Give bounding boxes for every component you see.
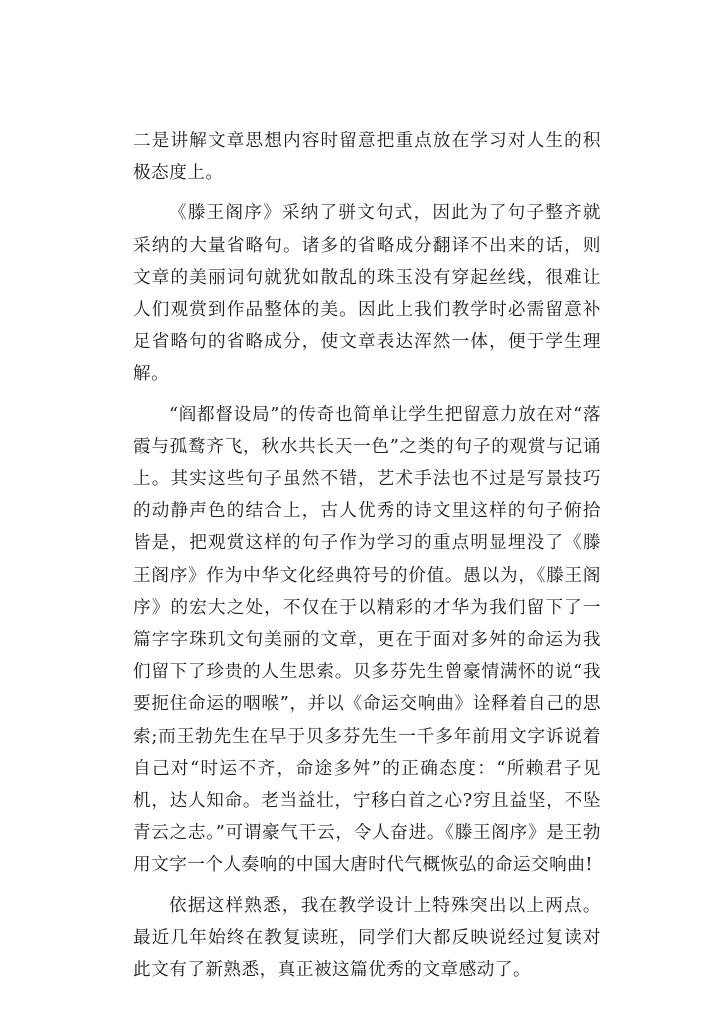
paragraph-4: 依据这样熟悉，我在教学设计上特殊突出以上两点。最近几年始终在教复读班，同学们大都反映说经过复读对此文有了新熟悉，真正被这篇优秀的文章感动了。 xyxy=(133,895,601,981)
document-body xyxy=(133,125,601,986)
paragraph-3: “阎都督设局”的传奇也简单让学生把留意力放在对“落霞与孤鹜齐飞，秋水共长天一色”之类的句子的观赏与记诵上。其实这些句子虽然不错，艺术手法也不过是写景技巧的动静声色的结合上，古人优秀的诗文里这样的句子俯拾皆是，把观赏这样的句子作为学习的重点明显埋没了《滕王阁序》作为中华文化经典符号的价值。愚以为，《滕王阁序》的宏大之处，不仅在于以精彩的才华为我们留下了一篇字字珠玑文句美丽的文章，更在于面对多舛的命运为我们留下了珍贵的人生思索。贝多芬先生曾豪情满怀的说“我要扼住命运的咽喉”，并以《命运交响曲》诠释着自己的思索;而王勃先生在早于贝多芬先生一千多年前用文字诉说着自己对“时运不齐，命途多舛”的正确态度：“所赖君子见机，达人知命。老当益壮，宁移白首之心?穷且益坚，不坠青云之志。”可谓豪气干云，令人奋进。《滕王阁序》是王勃用文字一个人奏响的中国大唐时代气概恢弘的命运交响曲! xyxy=(133,404,601,876)
paragraph-1: 二是讲解文章思想内容时留意把重点放在学习对人生的积极态度上。 xyxy=(133,131,601,184)
paragraph-2: 《滕王阁序》采纳了骈文句式，因此为了句子整齐就采纳的大量省略句。诸多的省略成分翻译不出来的话，则文章的美丽词句就犹如散乱的珠玉没有穿起丝线，很难让人们观赏到作品整体的美。因此上我们教学时必需留意补足省略句的省略成分，使文章表达浑然一体，便于学生理解。 xyxy=(133,203,601,385)
